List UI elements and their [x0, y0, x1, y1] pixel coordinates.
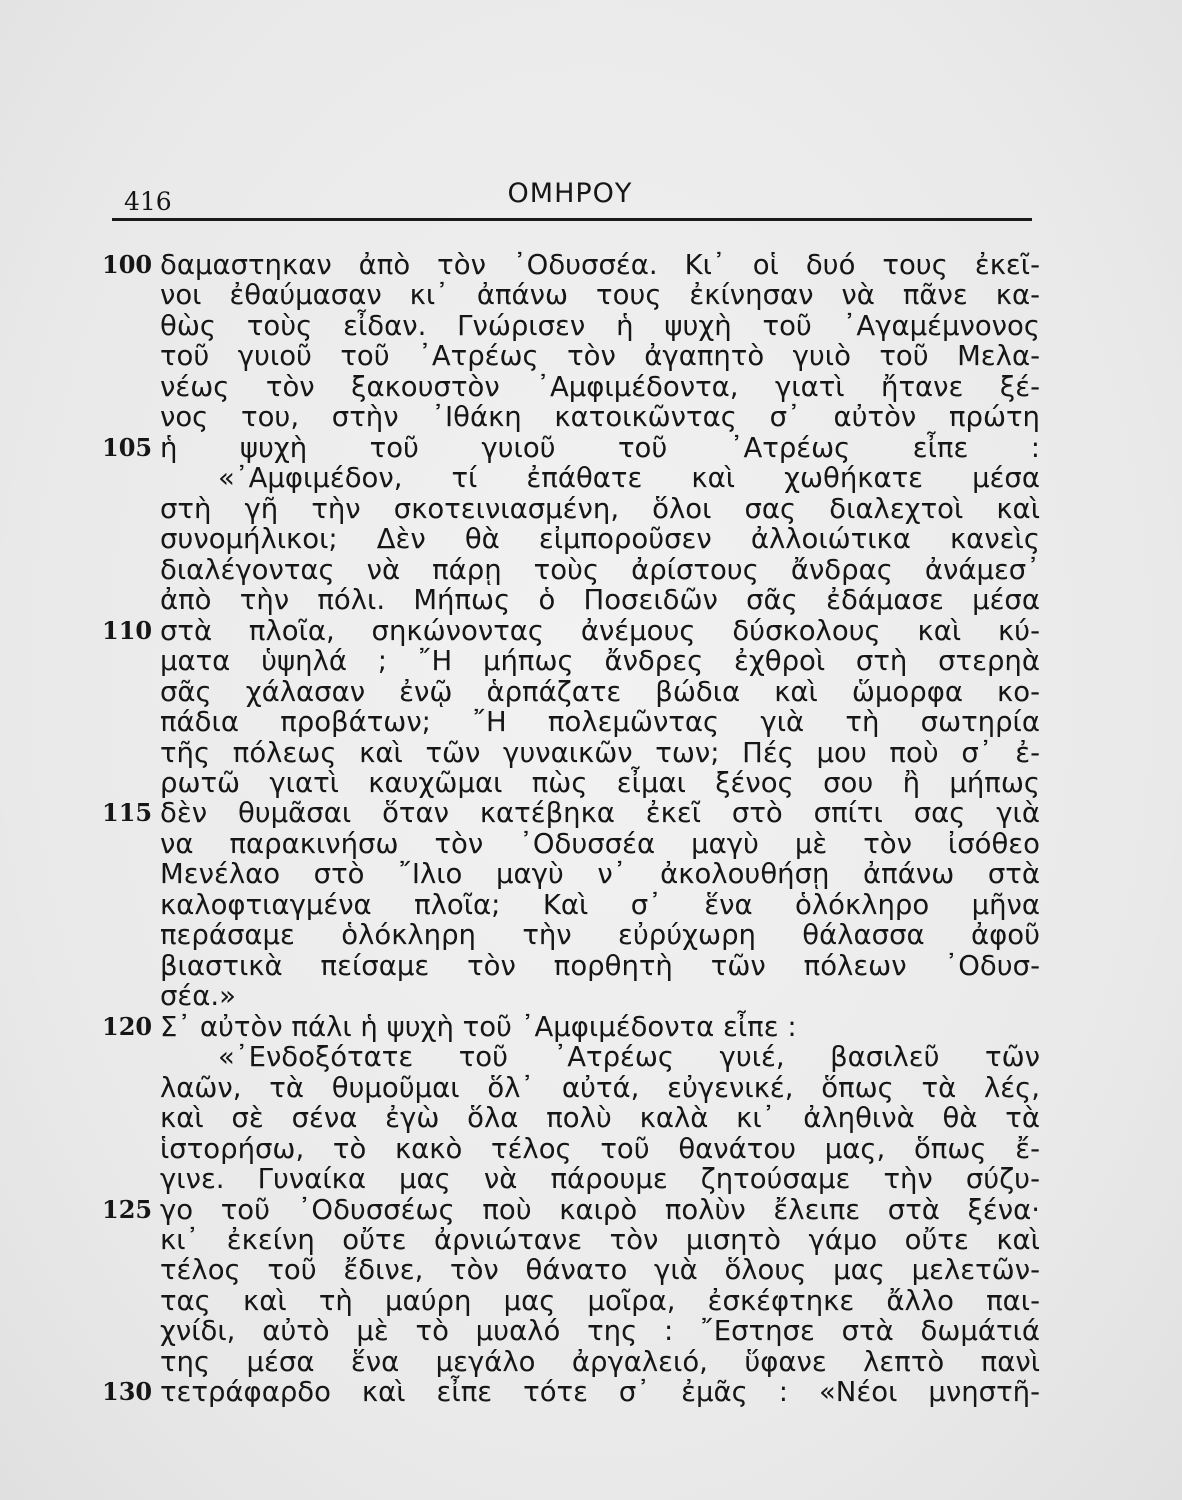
- text-line: [102, 249, 1040, 281]
- text-line: [102, 431, 1040, 464]
- text-line: [160, 341, 1040, 371]
- text-line: [160, 1347, 1040, 1377]
- text-line: [160, 1042, 1040, 1072]
- text-line: [160, 1255, 1040, 1285]
- text-line: [160, 859, 1040, 889]
- line-number: 105: [102, 432, 153, 462]
- line-text: περάσαμε ὁλόκληρη τὴν εὐρύχωρη θάλασσα ἀφοῦ: [160, 919, 1040, 952]
- line-number: 120: [102, 1011, 153, 1041]
- line-text: καλοφτιαγμένα πλοῖα; Καὶ σ᾿ ἕνα ὁλόκληρο μῆνα: [160, 888, 1040, 921]
- text-line: [160, 311, 1040, 341]
- text-line: [160, 1316, 1040, 1346]
- line-number: 100: [102, 250, 153, 279]
- line-text: ρωτῶ γιατὶ καυχῶμαι πὼς εἶμαι ξένος σου ἢ μήπως: [160, 766, 1040, 799]
- line-text: Μενέλαο στὸ ῎Ιλιο μαγὺ ν᾿ ἀκολουθήσῃ ἀπάνω στὰ: [160, 858, 1040, 891]
- line-text: τοῦ γυιοῦ τοῦ ᾿Ατρέως τὸν ἀγαπητὸ γυιὸ τοῦ Μελα-: [160, 340, 1040, 373]
- line-text: νέως τὸν ξακουστὸν ᾿Αμφιμέδοντα, γιατὶ ἤτανε ξέ-: [160, 370, 1040, 403]
- text-line: [160, 524, 1040, 554]
- text-line: [160, 951, 1040, 981]
- text-line: [160, 829, 1040, 859]
- text-line: [160, 585, 1040, 615]
- running-title: ΟΜΗΡΟΥ: [507, 178, 633, 209]
- line-text: διαλέγοντας νὰ πάρῃ τοὺς ἀρίστους ἄνδρας ἀνάμεσ᾿: [160, 553, 1040, 586]
- text-line: [160, 1073, 1040, 1103]
- line-text: βιαστικὰ πείσαμε τὸν πορθητὴ τῶν πόλεων ᾿Οδυσ-: [160, 949, 1040, 982]
- line-text: να παρακινήσω τὸν ᾿Οδυσσέα μαγὺ μὲ τὸν ἰσόθεο: [160, 827, 1040, 860]
- line-text: πάδια προβάτων; ῎Η πολεμῶντας γιὰ τὴ σωτηρία: [160, 706, 1040, 739]
- text-line: [160, 677, 1040, 707]
- text-line: [160, 890, 1040, 920]
- text-line: [160, 646, 1040, 676]
- line-text: ἱστορήσω, τὸ κακὸ τέλος τοῦ θανάτου μας, ὅπως ἔ-: [160, 1132, 1040, 1165]
- line-text: κι᾿ ἐκείνη οὔτε ἀρνιώτανε τὸν μισητὸ γάμο οὔτε καὶ: [160, 1224, 1040, 1256]
- text-line: [160, 463, 1040, 493]
- line-text: νοι ἐθαύμασαν κι᾿ ἀπάνω τους ἐκίνησαν νὰ πᾶνε κα-: [160, 279, 1040, 312]
- text-line: [160, 555, 1040, 585]
- line-number: 110: [102, 615, 153, 645]
- text-line: [102, 1010, 1040, 1043]
- page-number: 416: [124, 187, 172, 216]
- line-number: 125: [102, 1194, 153, 1224]
- line-text: συνομήλικοι; Δὲν θὰ εἰμποροῦσεν ἀλλοιώτικα κανεὶς: [160, 523, 1040, 556]
- line-text: τας καὶ τὴ μαύρη μας μοῖρα, ἐσκέφτηκε ἄλλο παι-: [160, 1284, 1040, 1317]
- text-line: [160, 1103, 1040, 1133]
- line-text: χνίδι, αὐτὸ μὲ τὸ μυαλό της : ῎Εστησε στὰ δωμάτιά: [160, 1315, 1040, 1348]
- line-text: δαμαστηκαν ἀπὸ τὸν ᾿Οδυσσέα. Κι᾿ οἱ δυό τους ἐκεῖ-: [160, 249, 1040, 281]
- text-line: [160, 1134, 1040, 1164]
- line-text: καὶ σὲ σένα ἐγὼ ὅλα πολὺ καλὰ κι᾿ ἀληθινὰ θὰ τὰ: [160, 1102, 1040, 1135]
- line-text: γινε. Γυναίκα μας νὰ πάρουμε ζητούσαμε τὴν σύζυ-: [160, 1163, 1040, 1196]
- line-text: τῆς πόλεως καὶ τῶν γυναικῶν των; Πές μου ποὺ σ᾿ ἐ-: [160, 736, 1040, 769]
- text-line: [160, 707, 1040, 737]
- line-text: θὼς τοὺς εἶδαν. Γνώρισεν ἡ ψυχὴ τοῦ ᾿Αγαμέμνονος: [160, 309, 1040, 342]
- line-text: «᾿Αμφιμέδον, τί ἐπάθατε καὶ χωθήκατε μέσα: [218, 462, 1040, 495]
- text-line: [160, 738, 1040, 768]
- line-text: ἡ ψυχὴ τοῦ γυιοῦ τοῦ ᾿Ατρέως εἶπε :: [160, 431, 1040, 464]
- header-rule: [112, 218, 1032, 221]
- line-text: στὰ πλοῖα, σηκώνοντας ἀνέμους δύσκολους καὶ κύ-: [160, 614, 1040, 647]
- text-line: [160, 372, 1040, 402]
- line-text: δὲν θυμᾶσαι ὅταν κατέβηκα ἐκεῖ στὸ σπίτι σας γιὰ: [160, 797, 1040, 830]
- line-text: σέα.»: [160, 980, 236, 1013]
- line-text: «᾿Ενδοξότατε τοῦ ᾿Ατρέως γυιέ, βασιλεῦ τῶν: [218, 1041, 1040, 1074]
- line-text: σᾶς χάλασαν ἐνῷ ἁρπάζατε βώδια καὶ ὥμορφα κο-: [160, 675, 1040, 708]
- line-text: τέλος τοῦ ἔδινε, τὸν θάνατο γιὰ ὅλους μας μελετῶν-: [160, 1254, 1040, 1287]
- text-line: [102, 1376, 1040, 1409]
- page-header: [0, 168, 1182, 218]
- text-line: [160, 981, 1040, 1011]
- text-line: [160, 768, 1040, 798]
- line-text: ἀπὸ τὴν πόλι. Μήπως ὁ Ποσειδῶν σᾶς ἐδάμασε μέσα: [160, 584, 1040, 617]
- line-text: λαῶν, τὰ θυμοῦμαι ὅλ᾿ αὐτά, εὐγενικέ, ὅπως τὰ λές,: [160, 1071, 1040, 1104]
- text-line: [160, 494, 1040, 524]
- text-line: [102, 1193, 1040, 1226]
- line-text: ματα ὑψηλά ; ῎Η μήπως ἄνδρες ἐχθροὶ στὴ στερηὰ: [160, 645, 1040, 678]
- text-line: [160, 1286, 1040, 1316]
- line-text: γο τοῦ ᾿Οδυσσέως ποὺ καιρὸ πολὺν ἔλειπε στὰ ξένα·: [160, 1193, 1040, 1226]
- text-line: [160, 920, 1040, 950]
- line-text: της μέσα ἕνα μεγάλο ἀργαλειό, ὕφανε λεπτὸ πανὶ: [160, 1345, 1040, 1378]
- line-number: 130: [102, 1377, 153, 1407]
- line-text: τετράφαρδο καὶ εἶπε τότε σ᾿ ἐμᾶς : «Νέοι μνηστῆ-: [160, 1376, 1040, 1409]
- text-line: [160, 1225, 1040, 1255]
- line-text: νος του, στὴν ᾿Ιθάκη κατοικῶντας σ᾿ αὐτὸν πρώτη: [160, 401, 1040, 434]
- poem-text-block: [102, 249, 1040, 1409]
- line-text: Σ᾿ αὐτὸν πάλι ἡ ψυχὴ τοῦ ᾿Αμφιμέδοντα εἶπε :: [160, 1010, 797, 1043]
- text-line: [160, 1164, 1040, 1194]
- line-text: στὴ γῆ τὴν σκοτεινιασμένη, ὅλοι σας διαλεχτοὶ καὶ: [160, 492, 1040, 525]
- text-line: [160, 280, 1040, 310]
- line-number: 115: [102, 798, 153, 828]
- text-line: [102, 797, 1040, 830]
- text-line: [102, 614, 1040, 647]
- text-line: [160, 402, 1040, 432]
